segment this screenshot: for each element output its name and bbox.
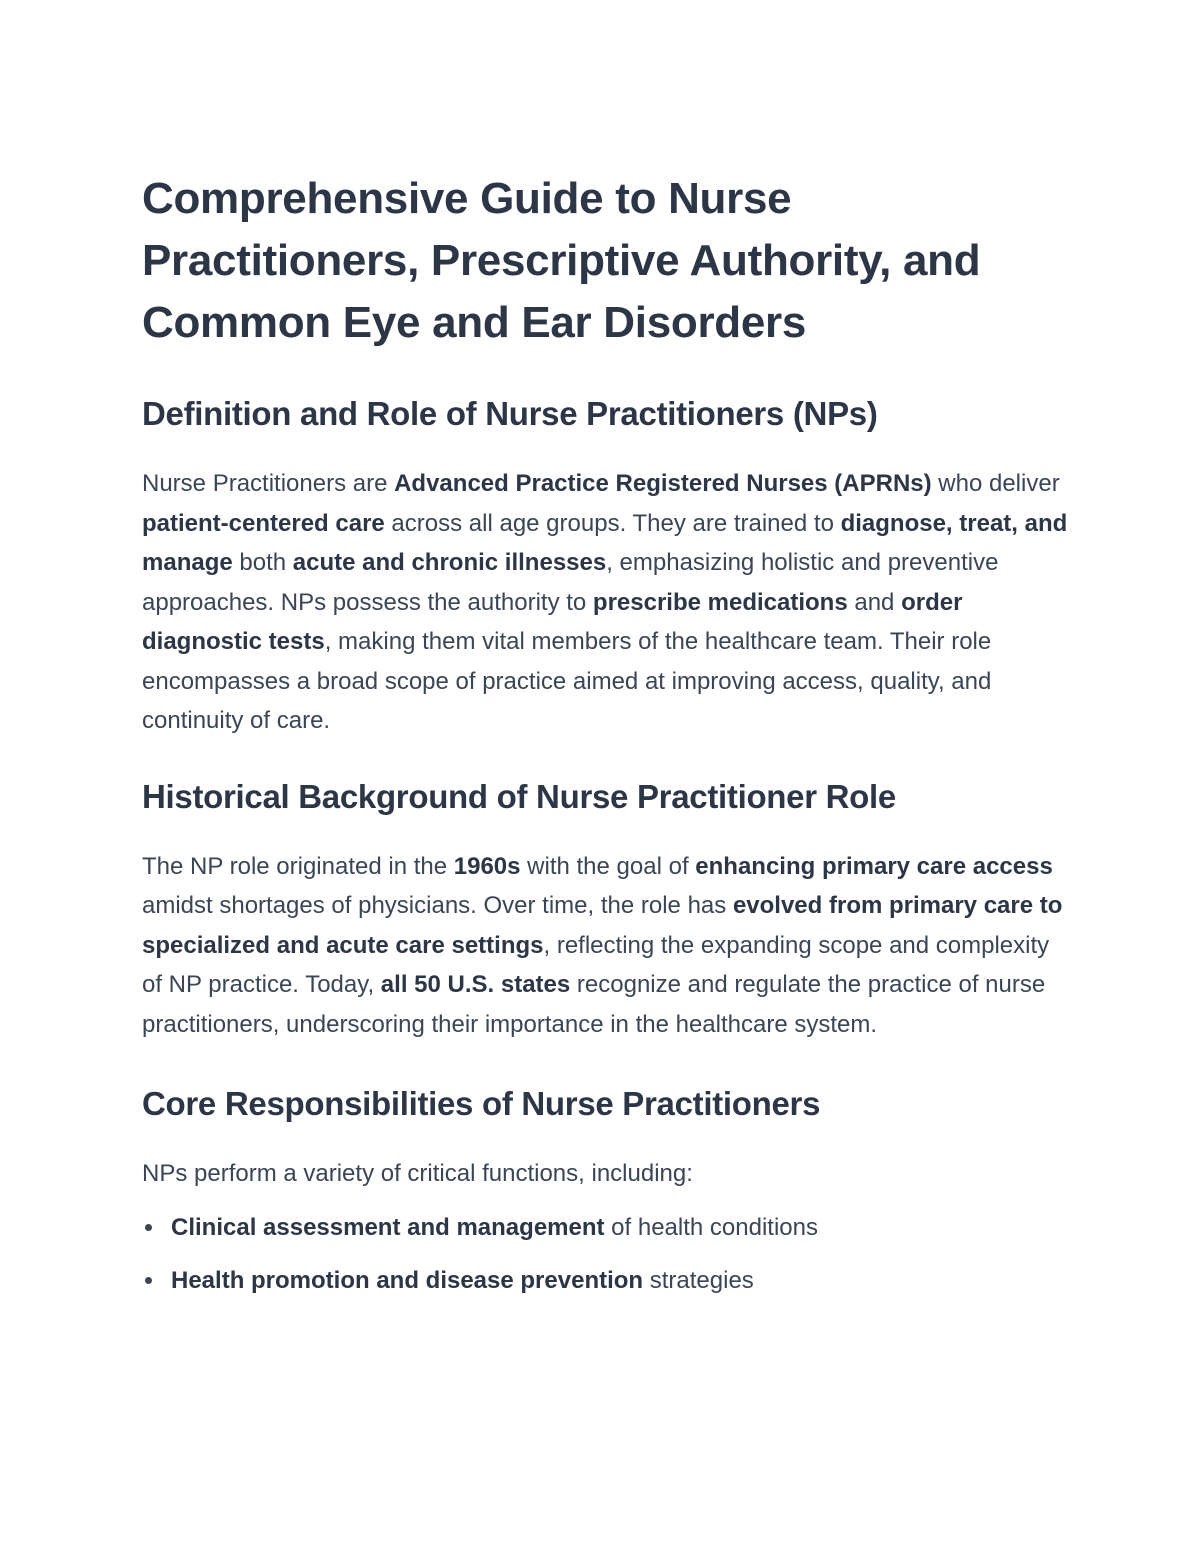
list-item — [142, 1208, 1072, 1248]
paragraph-history — [142, 847, 1072, 1045]
body-text: and — [847, 588, 902, 616]
body-text: who deliver — [931, 470, 1060, 497]
emphasis-text: evolved from primary care to specialized and acute care settings — [142, 892, 1063, 959]
section-heading-history: Historical Background of Nurse Practitioner Role — [142, 777, 896, 815]
body-text: , reflecting the expanding scope and complexity of NP practice. Today, — [142, 931, 1050, 998]
emphasis-text: all 50 U.S. states — [380, 971, 571, 998]
emphasis-text: order diagnostic tests — [142, 588, 963, 655]
emphasis-text: diagnose, treat, and manage — [142, 509, 1068, 576]
body-text: across all age groups. They are trained to — [384, 509, 841, 537]
emphasis-text: acute and chronic illnesses — [292, 549, 607, 576]
paragraph-definition — [142, 464, 1072, 741]
body-text: Nurse Practitioners are — [142, 470, 395, 497]
list-item-text: strategies — [643, 1267, 754, 1294]
body-text: , emphasizing holistic and preventive approaches. NPs possess the authority to — [142, 549, 999, 616]
emphasis-text: Advanced Practice Registered Nurses (APRNs) — [394, 470, 932, 497]
document-title: Comprehensive Guide to Nurse Practitioners, Prescriptive Authority, and Common Eye and Ear Disorders — [142, 174, 981, 347]
emphasis-text: 1960s — [453, 852, 521, 880]
body-text: both — [232, 549, 293, 576]
list-item-bold: Clinical assessment and management — [171, 1213, 605, 1241]
section-heading-core-responsibilities: Core Responsibilities of Nurse Practitioners — [142, 1085, 821, 1122]
body-text: The NP role originated in the — [142, 852, 454, 880]
bullet-icon — [145, 1277, 152, 1284]
list-item — [142, 1261, 1072, 1301]
bullet-icon — [145, 1224, 152, 1231]
body-text: , making them vital members of the healthcare team. Their role encompasses a broad scope of practice aimed at improving access, quality, and continuity of care. — [142, 628, 992, 734]
body-text: amidst shortages of physicians. Over time, the role has — [142, 892, 733, 919]
emphasis-text: patient-centered care — [142, 509, 385, 537]
list-item-text: of health conditions — [604, 1213, 818, 1241]
paragraph-core-intro: NPs perform a variety of critical functions, including: — [142, 1160, 693, 1187]
document-page — [142, 168, 1072, 1315]
emphasis-text: enhancing primary care access — [695, 852, 1053, 880]
body-text: recognize and regulate the practice of nurse practitioners, underscoring their importance in the healthcare system. — [142, 971, 1046, 1038]
section-heading-definition: Definition and Role of Nurse Practitioners (NPs) — [142, 395, 878, 432]
body-text: with the goal of — [520, 852, 696, 880]
list-item-bold: Health promotion and disease prevention — [171, 1267, 644, 1294]
emphasis-text: prescribe medications — [592, 588, 848, 616]
responsibilities-list — [142, 1208, 1072, 1301]
